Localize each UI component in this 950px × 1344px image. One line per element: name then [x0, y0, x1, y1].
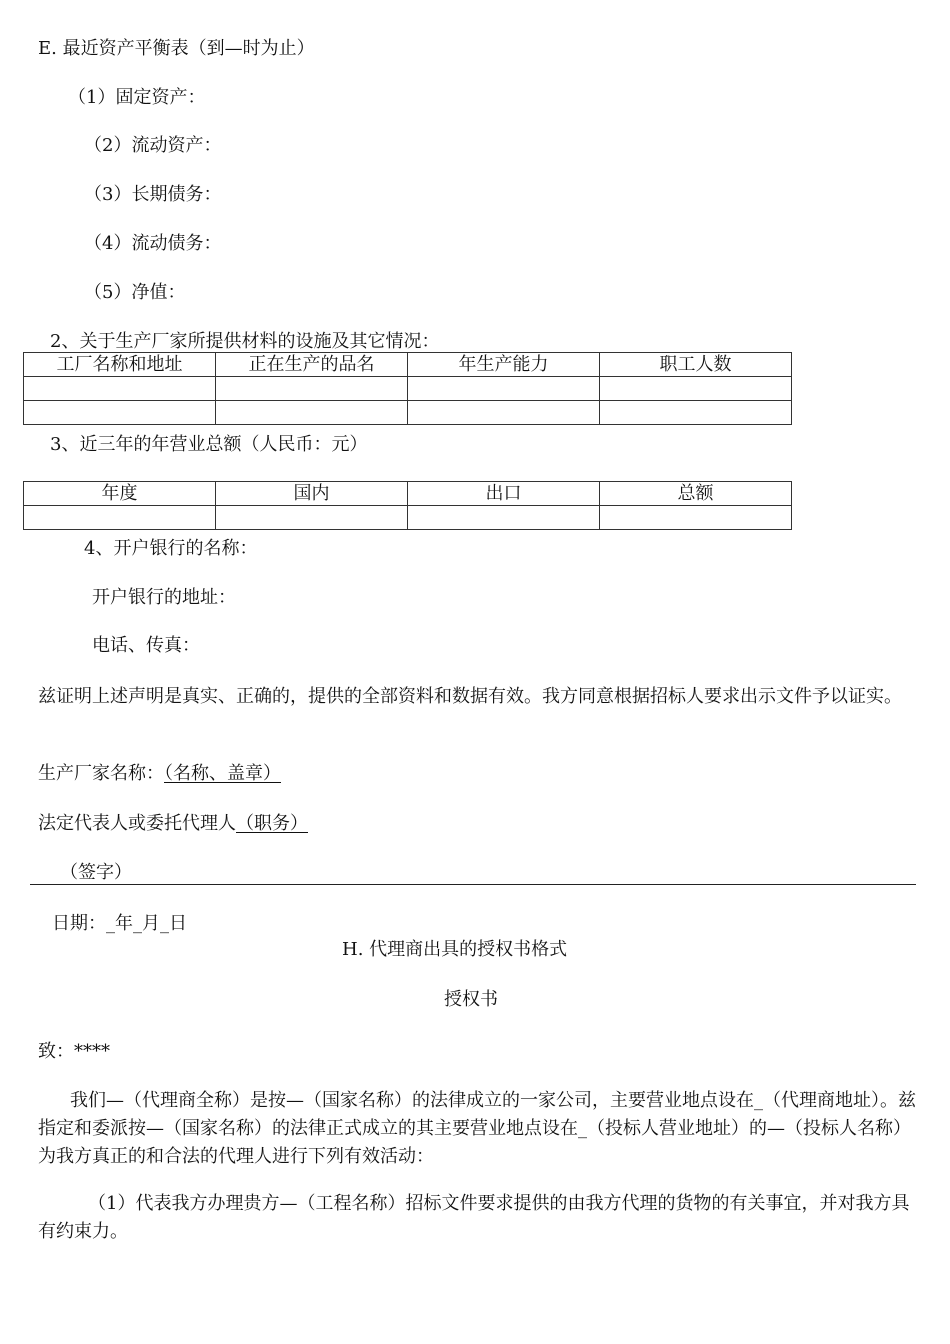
fixed-assets-label: （1）固定资产：: [68, 87, 206, 108]
net-worth-label: （5）净值：: [84, 282, 186, 303]
col-header-domestic: 国内: [216, 482, 408, 506]
section-3-title: 3、近三年的年营业总额（人民币：元）: [50, 434, 368, 455]
bank-address-label: 开户银行的地址：: [92, 587, 236, 608]
date-line: 日期：_年_月_日: [52, 913, 187, 934]
facilities-table: [23, 352, 792, 425]
current-assets-label: （2）流动资产：: [84, 135, 222, 156]
section-e-title: E. 最近资产平衡表（到—时为止）: [38, 38, 315, 59]
long-term-debt-label: （3）长期债务：: [84, 184, 222, 205]
current-debt-label: （4）流动债务：: [84, 233, 222, 254]
representative-value: （职务）: [236, 813, 308, 834]
bank-name-label: 4、开户银行的名称：: [84, 538, 258, 559]
table-header-row: [24, 482, 792, 506]
addressee-line: 致：****: [38, 1041, 110, 1062]
col-header-factory: 工厂名称和地址: [24, 353, 216, 377]
phone-fax-label: 电话、传真：: [92, 635, 200, 656]
manufacturer-value: （名称、盖章）: [164, 763, 281, 784]
col-header-year: 年度: [24, 482, 216, 506]
col-header-total: 总额: [600, 482, 792, 506]
divider-line: [30, 884, 916, 885]
table-header-row: [24, 353, 792, 377]
authorization-title: 授权书: [444, 989, 498, 1010]
authorization-paragraph-1: 我们—（代理商全称）是按—（国家名称）的法律成立的一家公司，主要营业地点设在_（代理商地址）。兹指定和委派按—（国家名称）的法律正式成立的其主要营业地点设在_（投标人营业地址）的—（投标人名称）为我方真正的和合法的代理人进行下列有效活动：: [38, 1090, 916, 1167]
authorization-paragraph-2: （1）代表我方办理贵方—（工程名称）招标文件要求提供的由我方代理的货物的有关事宜，并对我方具有约束力。: [38, 1193, 910, 1242]
declaration-paragraph: 兹证明上述声明是真实、正确的，提供的全部资料和数据有效。我方同意根据招标人要求出示文件予以证实。: [38, 686, 902, 707]
table-row: [24, 401, 792, 425]
manufacturer-line: [38, 762, 281, 786]
col-header-capacity: 年生产能力: [408, 353, 600, 377]
representative-line: [38, 812, 308, 836]
table-row: [24, 506, 792, 530]
representative-label: 法定代表人或委托代理人: [38, 813, 236, 834]
col-header-export: 出口: [408, 482, 600, 506]
section-2-title: 2、关于生产厂家所提供材料的设施及其它情况：: [50, 331, 440, 352]
col-header-staff: 职工人数: [600, 353, 792, 377]
section-h-title: H. 代理商出具的授权书格式: [342, 939, 568, 960]
turnover-table: [23, 481, 792, 530]
manufacturer-label: 生产厂家名称：: [38, 763, 164, 784]
signature-label: （签字）: [60, 862, 132, 883]
col-header-product: 正在生产的品名: [216, 353, 408, 377]
table-row: [24, 377, 792, 401]
